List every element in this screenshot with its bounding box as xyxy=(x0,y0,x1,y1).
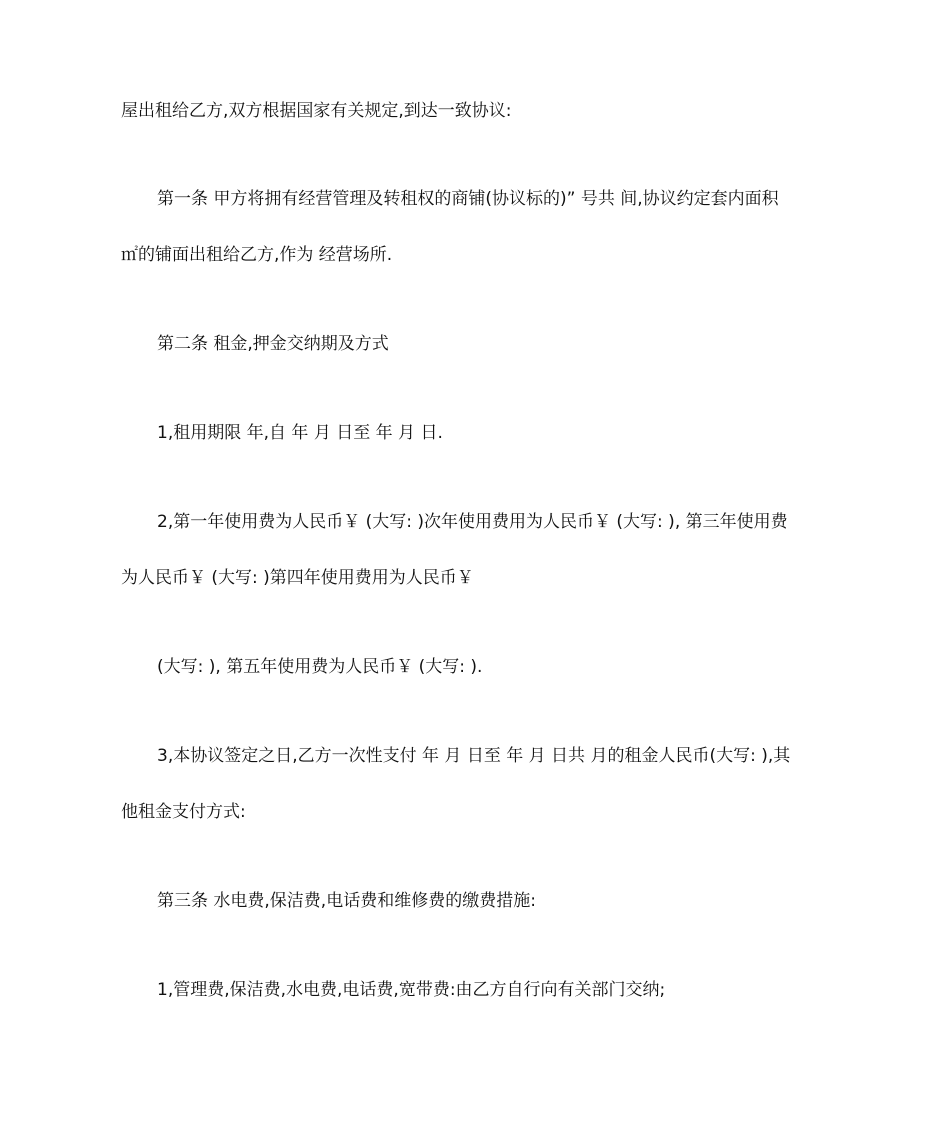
clause-line: 3,本协议签定之日,乙方一次性支付 年 月 日至 年 月 日共 月的租金人民币(大写: ),其 xyxy=(157,746,791,766)
text-line: 屋出租给乙方,双方根据国家有关规定,到达一致协议: xyxy=(121,101,512,121)
article-3-heading: 第三条 水电费,保洁费,电话费和维修费的缴费措施: xyxy=(157,891,536,911)
clause-line: 1,管理费,保洁费,水电费,电话费,宽带费:由乙方自行向有关部门交纳; xyxy=(157,980,666,1000)
clause-line: (大写: ), 第五年使用费为人民币￥ (大写: ). xyxy=(157,657,483,677)
clause-line: 1,租用期限 年,自 年 月 日至 年 月 日. xyxy=(157,423,443,443)
text-line: 为人民币￥ (大写: )第四年使用费用为人民币￥ xyxy=(121,568,474,588)
text-line: 他租金支付方式: xyxy=(121,802,246,822)
article-2-heading: 第二条 租金,押金交纳期及方式 xyxy=(157,334,389,354)
article-1-line: 第一条 甲方将拥有经营管理及转租权的商铺(协议标的)” 号共 间,协议约定套内面积 xyxy=(157,189,779,209)
text-line: ㎡的铺面出租给乙方,作为 经营场所. xyxy=(121,245,393,265)
clause-line: 2,第一年使用费为人民币￥ (大写: )次年使用费用为人民币￥ (大写: ), 第三年使用费 xyxy=(157,512,788,532)
